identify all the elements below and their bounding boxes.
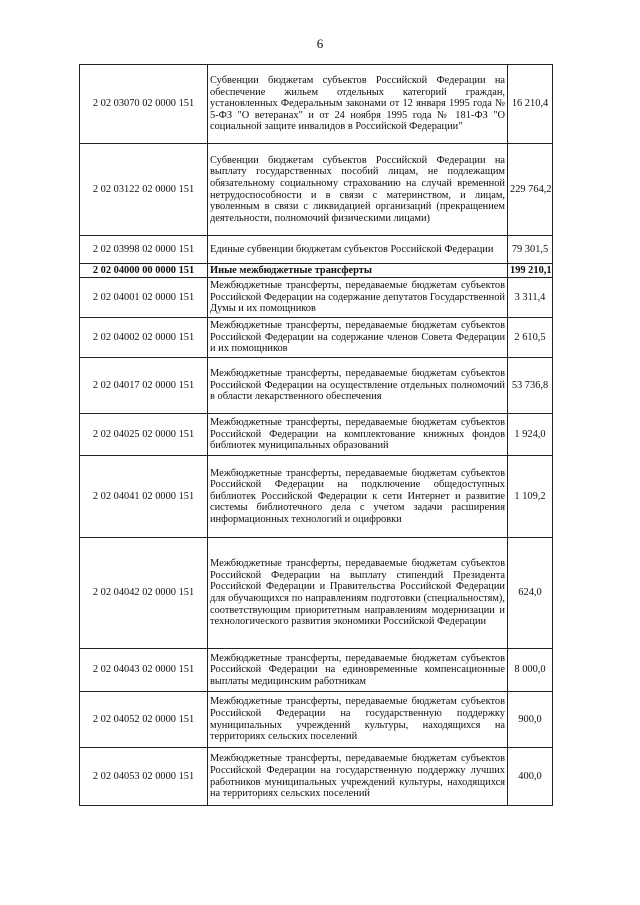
budget-description: Межбюджетные трансферты, передаваемые бюджетам субъектов Российской Федерации на единовременные компенсационные выплаты медицинским работникам xyxy=(208,649,508,692)
budget-code: 2 02 04000 00 0000 151 xyxy=(80,264,208,278)
budget-description: Межбюджетные трансферты, передаваемые бюджетам субъектов Российской Федерации на подключение общедоступных библиотек Российской Федерации к сети Интернет и развитие системы библиотечного дела с учетом задачи расширения информационных технологий и оцифровки xyxy=(208,456,508,538)
budget-amount: 8 000,0 xyxy=(508,649,553,692)
budget-code: 2 02 04041 02 0000 151 xyxy=(80,456,208,538)
budget-code: 2 02 04017 02 0000 151 xyxy=(80,358,208,414)
budget-amount: 3 311,4 xyxy=(508,278,553,318)
budget-table-body xyxy=(80,65,553,806)
table-row xyxy=(80,414,553,456)
budget-amount: 900,0 xyxy=(508,692,553,748)
table-row xyxy=(80,649,553,692)
budget-amount: 1 924,0 xyxy=(508,414,553,456)
budget-code: 2 02 03070 02 0000 151 xyxy=(80,65,208,144)
budget-code: 2 02 04043 02 0000 151 xyxy=(80,649,208,692)
table-row xyxy=(80,358,553,414)
table-row xyxy=(80,538,553,649)
budget-amount: 199 210,1 xyxy=(508,264,553,278)
table-row xyxy=(80,692,553,748)
table-row xyxy=(80,144,553,236)
table-row xyxy=(80,748,553,806)
budget-description: Субвенции бюджетам субъектов Российской Федерации на выплату государственных пособий лицам, не подлежащим обязательному социальному страхованию на случай временной нетрудоспособности и в связи с материнством, и лицам, уволенным в связи с ликвидацией организаций (прекращением деятельности, полномочий физическими лицами) xyxy=(208,144,508,236)
budget-code: 2 02 04025 02 0000 151 xyxy=(80,414,208,456)
budget-description: Межбюджетные трансферты, передаваемые бюджетам субъектов Российской Федерации на содержание депутатов Государственной Думы и их помощников xyxy=(208,278,508,318)
budget-description: Межбюджетные трансферты, передаваемые бюджетам субъектов Российской Федерации на государственную поддержку лучших работников муниципальных учреждений культуры, находящихся на территориях сельских поселений xyxy=(208,748,508,806)
budget-description: Иные межбюджетные трансферты xyxy=(208,264,508,278)
budget-amount: 53 736,8 xyxy=(508,358,553,414)
budget-description: Субвенции бюджетам субъектов Российской Федерации на обеспечение жильем отдельных категорий граждан, установленных Федеральным законами от 12 января 1995 года № 5-ФЗ "О ветеранах" и от 24 ноября 1995 года № 181-ФЗ "О социальной защите инвалидов в Российской Федерации" xyxy=(208,65,508,144)
budget-description: Межбюджетные трансферты, передаваемые бюджетам субъектов Российской Федерации на выплату стипендий Президента Российской Федерации и Правительства Российской Федерации для обучающихся по направлениям подготовки (специальностям), соответствующим приоритетным направлениям модернизации и технологического развития экономики Российской Федерации xyxy=(208,538,508,649)
budget-code: 2 02 04042 02 0000 151 xyxy=(80,538,208,649)
budget-code: 2 02 04002 02 0000 151 xyxy=(80,318,208,358)
budget-code: 2 02 04001 02 0000 151 xyxy=(80,278,208,318)
table-row xyxy=(80,318,553,358)
budget-description: Межбюджетные трансферты, передаваемые бюджетам субъектов Российской Федерации на содержание членов Совета Федерации и их помощников xyxy=(208,318,508,358)
page-number: 6 xyxy=(316,36,324,51)
budget-code: 2 02 03998 02 0000 151 xyxy=(80,236,208,264)
budget-amount: 400,0 xyxy=(508,748,553,806)
budget-table xyxy=(79,64,553,806)
budget-code: 2 02 03122 02 0000 151 xyxy=(80,144,208,236)
budget-description: Межбюджетные трансферты, передаваемые бюджетам субъектов Российской Федерации на осуществление отдельных полномочий в области лекарственного обеспечения xyxy=(208,358,508,414)
table-row xyxy=(80,236,553,264)
budget-code: 2 02 04052 02 0000 151 xyxy=(80,692,208,748)
table-row xyxy=(80,264,553,278)
budget-amount: 79 301,5 xyxy=(508,236,553,264)
budget-amount: 2 610,5 xyxy=(508,318,553,358)
budget-amount: 624,0 xyxy=(508,538,553,649)
budget-description: Единые субвенции бюджетам субъектов Российской Федерации xyxy=(208,236,508,264)
budget-amount: 1 109,2 xyxy=(508,456,553,538)
budget-description: Межбюджетные трансферты, передаваемые бюджетам субъектов Российской Федерации на комплектование книжных фондов библиотек муниципальных образований xyxy=(208,414,508,456)
table-row xyxy=(80,65,553,144)
budget-amount: 16 210,4 xyxy=(508,65,553,144)
table-row xyxy=(80,278,553,318)
table-row xyxy=(80,456,553,538)
budget-amount: 229 764,2 xyxy=(508,144,553,236)
budget-code: 2 02 04053 02 0000 151 xyxy=(80,748,208,806)
budget-description: Межбюджетные трансферты, передаваемые бюджетам субъектов Российской Федерации на государственную поддержку муниципальных учреждений культуры, находящихся на территориях сельских поселений xyxy=(208,692,508,748)
